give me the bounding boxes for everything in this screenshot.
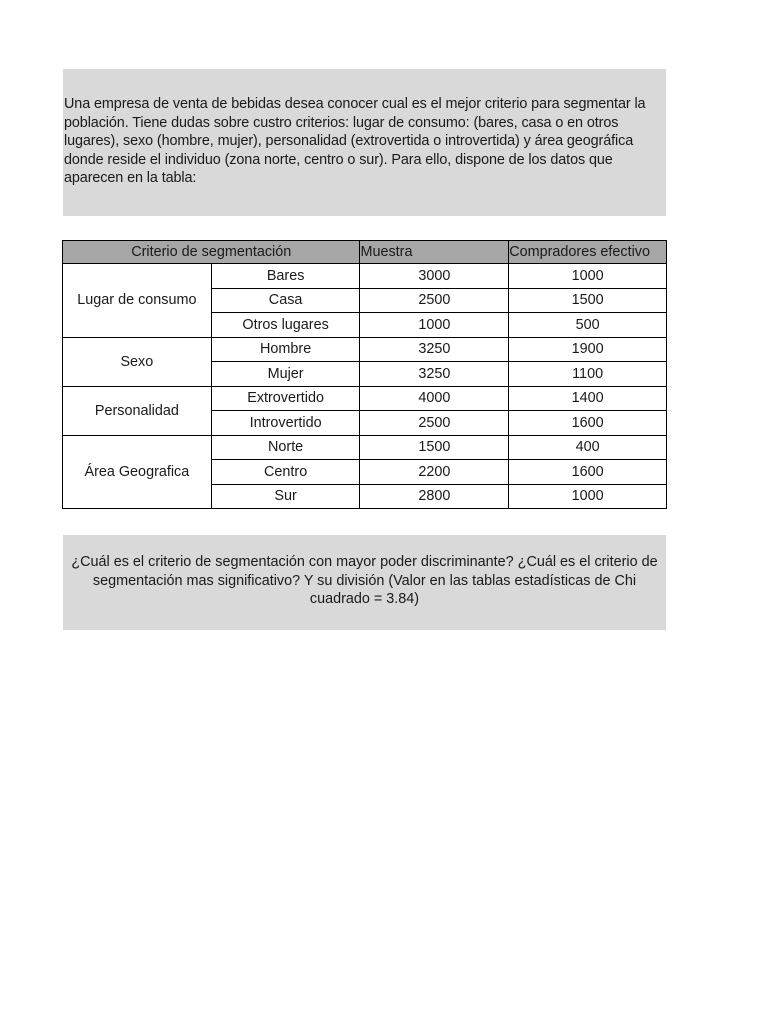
- compradores-cell: 1100: [509, 362, 667, 387]
- compradores-cell: 500: [509, 313, 667, 338]
- muestra-cell: 2800: [360, 484, 509, 509]
- group-cell: Lugar de consumo: [63, 264, 212, 338]
- subcategory-cell: Sur: [211, 484, 360, 509]
- subcategory-cell: Bares: [211, 264, 360, 289]
- intro-box: [63, 69, 666, 216]
- table-row: [63, 264, 667, 289]
- compradores-cell: 1000: [509, 484, 667, 509]
- intro-text: Una empresa de venta de bebidas desea conocer cual es el mejor criterio para segmentar la población. Tiene dudas sobre custro criterios: lugar de consumo: (bares, casa o en otros lugares), sexo (hombre, mujer), personalidad (extrovertida o introvertida) y área geográfica donde reside el individuo (zona norte, centro o sur). Para ello, dispone de los datos que aparecen en la tabla:: [64, 96, 646, 186]
- compradores-cell: 400: [509, 435, 667, 460]
- subcategory-cell: Hombre: [211, 337, 360, 362]
- muestra-cell: 1000: [360, 313, 509, 338]
- table-row: [63, 435, 667, 460]
- table-body: [63, 264, 667, 509]
- table-header-row: [63, 241, 667, 264]
- table-row: [63, 337, 667, 362]
- subcategory-cell: Extrovertido: [211, 386, 360, 411]
- compradores-cell: 1900: [509, 337, 667, 362]
- subcategory-cell: Introvertido: [211, 411, 360, 436]
- muestra-cell: 3000: [360, 264, 509, 289]
- group-cell: Área Geografica: [63, 435, 212, 509]
- header-criterio: Criterio de segmentación: [63, 241, 360, 264]
- compradores-cell: 1600: [509, 460, 667, 485]
- muestra-cell: 1500: [360, 435, 509, 460]
- subcategory-cell: Otros lugares: [211, 313, 360, 338]
- muestra-cell: 2200: [360, 460, 509, 485]
- group-cell: Sexo: [63, 337, 212, 386]
- header-compradores: Compradores efectivo: [509, 241, 667, 264]
- compradores-cell: 1000: [509, 264, 667, 289]
- muestra-cell: 3250: [360, 337, 509, 362]
- muestra-cell: 2500: [360, 411, 509, 436]
- subcategory-cell: Mujer: [211, 362, 360, 387]
- subcategory-cell: Norte: [211, 435, 360, 460]
- muestra-cell: 4000: [360, 386, 509, 411]
- segmentation-table: [62, 240, 667, 509]
- subcategory-cell: Centro: [211, 460, 360, 485]
- compradores-cell: 1400: [509, 386, 667, 411]
- compradores-cell: 1500: [509, 288, 667, 313]
- group-cell: Personalidad: [63, 386, 212, 435]
- muestra-cell: 3250: [360, 362, 509, 387]
- header-muestra: Muestra: [360, 241, 509, 264]
- muestra-cell: 2500: [360, 288, 509, 313]
- table-row: [63, 386, 667, 411]
- question-text: ¿Cuál es el criterio de segmentación con mayor poder discriminante? ¿Cuál es el criterio de segmentación mas significativo? Y su división (Valor en las tablas estadísticas de Chi cuadrado = 3.84): [71, 554, 658, 607]
- compradores-cell: 1600: [509, 411, 667, 436]
- subcategory-cell: Casa: [211, 288, 360, 313]
- question-box: [63, 535, 666, 630]
